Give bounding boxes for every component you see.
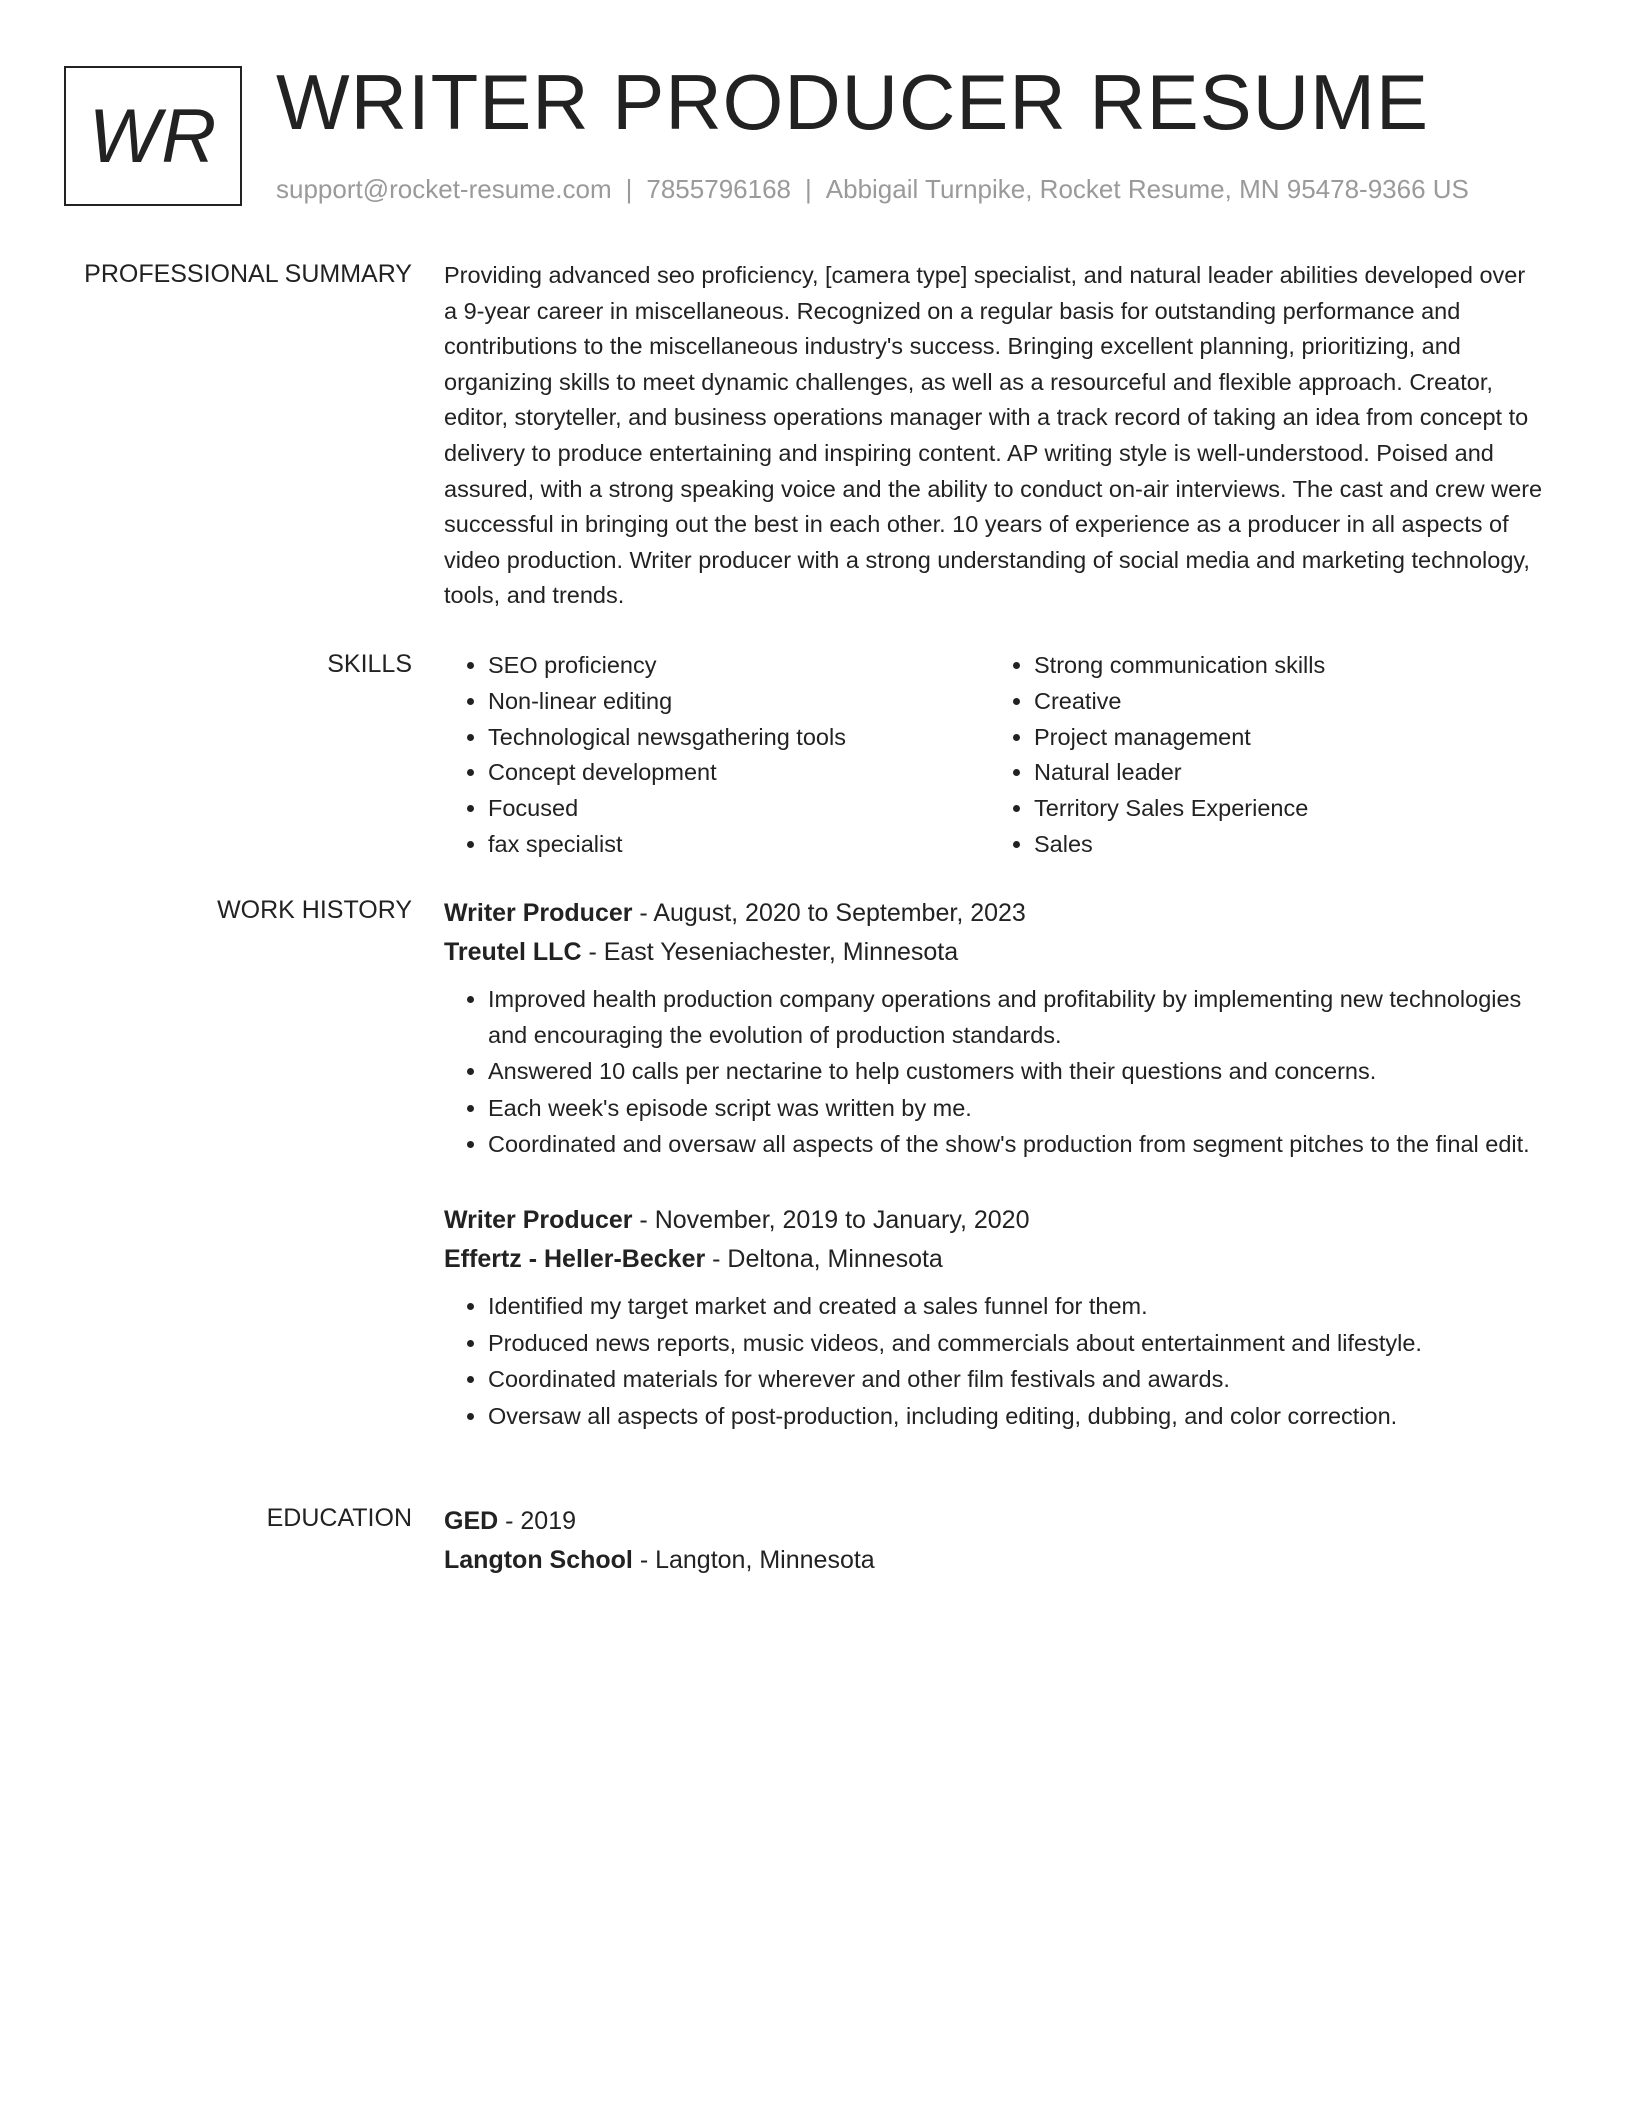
skill-item: • fax specialist	[488, 827, 990, 863]
job-role: Writer Producer	[444, 899, 633, 927]
skill-item: • Creative	[1034, 684, 1534, 720]
education-school-line	[444, 1541, 1544, 1580]
job-bullet: • Oversaw all aspects of post-production, including editing, dubbing, and color correction.	[488, 1399, 1544, 1435]
job-dates: - August, 2020 to September, 2023	[632, 899, 1026, 927]
job-company-line	[444, 933, 1544, 972]
contact-email[interactable]: support@rocket-resume.com	[276, 174, 612, 204]
skill-item: • Territory Sales Experience	[1034, 791, 1534, 827]
skills-list-left	[444, 648, 990, 863]
job-bullet: • Answered 10 calls per nectarine to help customers with their questions and concerns.	[488, 1054, 1544, 1090]
job-bullet: • Coordinated materials for wherever and other film festivals and awards.	[488, 1362, 1544, 1398]
education-location: - Langton, Minnesota	[632, 1546, 875, 1574]
skill-item: • Focused	[488, 791, 990, 827]
job-dates: - November, 2019 to January, 2020	[632, 1205, 1030, 1234]
skill-item: • Non-linear editing	[488, 684, 990, 720]
skills-heading: SKILLS	[327, 650, 412, 678]
education-year: - 2019	[498, 1507, 577, 1535]
contact-separator: |	[625, 174, 633, 204]
job-bullets	[444, 1289, 1544, 1434]
skills-list-right	[990, 648, 1534, 863]
job-role: Writer Producer	[444, 1205, 633, 1234]
job-bullet: • Coordinated and oversaw all aspects of the show's production from segment pitches to the final edit.	[488, 1127, 1544, 1163]
monogram-box	[64, 66, 242, 206]
resume-title: WRITER PRODUCER RESUME	[276, 58, 1430, 146]
skill-item: • Project management	[1034, 720, 1534, 756]
job-bullet: • Produced news reports, music videos, and commercials about entertainment and lifestyle.	[488, 1326, 1544, 1362]
job-bullet: • Identified my target market and created a sales funnel for them.	[488, 1289, 1544, 1325]
job-title-line	[444, 894, 1544, 933]
job-location: - Deltona, Minnesota	[705, 1244, 943, 1273]
job-bullet: • Each week's episode script was written by me.	[488, 1091, 1544, 1127]
job-entry	[444, 1201, 1544, 1434]
work-history-heading: WORK HISTORY	[217, 896, 412, 924]
job-company: Effertz - Heller-Becker	[444, 1244, 706, 1273]
monogram-initials: WR	[88, 93, 218, 179]
contact-address: Abbigail Turnpike, Rocket Resume, MN 95478-9366 US	[825, 174, 1469, 204]
skill-item: • Technological newsgathering tools	[488, 720, 990, 756]
skill-item: • Sales	[1034, 827, 1534, 863]
summary-heading: PROFESSIONAL SUMMARY	[84, 260, 412, 288]
job-bullet: • Improved health production company operations and profitability by implementing new technologies and encouraging the evolution of production standards.	[488, 982, 1544, 1053]
education-degree: GED	[444, 1507, 499, 1535]
job-company: Treutel LLC	[444, 938, 582, 966]
education-degree-line	[444, 1502, 1544, 1541]
job-entry	[444, 894, 1544, 1163]
summary-text: Providing advanced seo proficiency, [camera type] specialist, and natural leader abilities developed over a 9-year career in miscellaneous. Recognized on a regular basis for outstanding performance and contributions to the miscellaneous industry's success. Bringing excellent planning, prioritizing, and organizing skills to meet dynamic challenges, as well as a resourceful and flexible approach. Creator, editor, storyteller, and business operations manager with a track record of taking an idea from concept to delivery to produce entertaining and inspiring content. AP writing style is well-understood. Poised and assured, with a strong speaking voice and the ability to conduct on-air interviews. The cast and crew were successful in bringing out the best in each other. 10 years of experience as a producer in all aspects of video production. Writer producer with a strong understanding of social media and marketing technology, tools, and trends.	[444, 262, 1543, 609]
contact-line	[276, 174, 1469, 205]
job-bullets	[444, 982, 1544, 1163]
job-location: - East Yeseniachester, Minnesota	[581, 938, 959, 966]
education-school: Langton School	[444, 1546, 633, 1574]
skill-item: • Strong communication skills	[1034, 648, 1534, 684]
job-company-line	[444, 1240, 1544, 1279]
skill-item: • SEO proficiency	[488, 648, 990, 684]
job-title-line	[444, 1201, 1544, 1240]
contact-separator: |	[805, 174, 812, 204]
skill-item: • Natural leader	[1034, 755, 1534, 791]
skill-item: • Concept development	[488, 755, 990, 791]
contact-phone[interactable]: 7855796168	[646, 174, 791, 204]
education-heading: EDUCATION	[266, 1504, 412, 1532]
